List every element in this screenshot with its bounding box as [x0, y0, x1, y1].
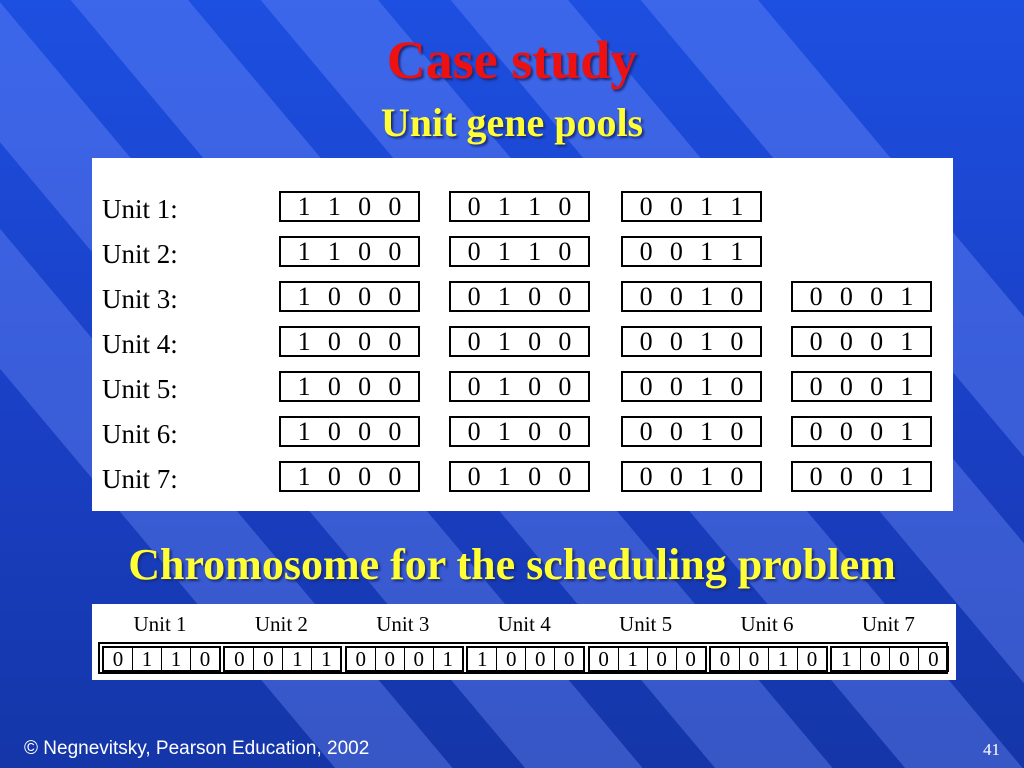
gene-box: [449, 191, 590, 222]
gene-bit: 0: [839, 371, 853, 401]
chromosome-gene: [345, 646, 464, 672]
gene-bit: 1: [497, 281, 511, 311]
gene-bit: 1: [497, 236, 511, 266]
chromosome-bit: 1: [832, 648, 861, 670]
gene-bit: 0: [870, 281, 884, 311]
gene-box: [621, 191, 762, 222]
gene-bit: 0: [467, 326, 481, 356]
gene-bit: 0: [358, 461, 372, 491]
gene-bit: 1: [700, 281, 714, 311]
gene-bit: 0: [358, 281, 372, 311]
gene-bit: 0: [528, 326, 542, 356]
gene-bit: 0: [327, 371, 341, 401]
gene-bit: 1: [297, 416, 311, 446]
gene-bit: 0: [730, 416, 744, 446]
gene-bit: 0: [467, 191, 481, 221]
chromosome-bit: 0: [590, 648, 619, 670]
gene-bit: 0: [528, 371, 542, 401]
copyright-footer: © Negnevitsky, Pearson Education, 2002: [24, 738, 370, 759]
chromosome-bit: 1: [442, 647, 454, 671]
chromosome-bit: 0: [526, 648, 555, 670]
gene-bit: 1: [528, 191, 542, 221]
gene-bit: 0: [809, 461, 823, 491]
chromosome-unit-header: Unit 4: [497, 612, 551, 636]
gene-box: [449, 461, 590, 492]
gene-bit: 0: [870, 371, 884, 401]
gene-bit: 0: [669, 191, 683, 221]
slide-subtitle: Unit gene pools: [380, 100, 644, 145]
chromosome-bit: 1: [468, 648, 497, 670]
gene-bit: 1: [700, 371, 714, 401]
gene-bit: 1: [730, 236, 744, 266]
chromosome-panel: [92, 604, 956, 680]
chromosome-bit: 0: [563, 647, 575, 671]
chromosome-bit: 1: [283, 648, 312, 670]
chromosome-bit: 1: [769, 648, 798, 670]
gene-bit: 0: [839, 461, 853, 491]
chromosome-bit: 1: [162, 648, 191, 670]
gene-bit: 1: [528, 236, 542, 266]
gene-bit: 1: [327, 236, 341, 266]
gene-bit: 1: [700, 326, 714, 356]
gene-bit: 0: [358, 191, 372, 221]
page-number: 41: [983, 740, 1000, 759]
gene-box: [279, 281, 420, 312]
chromosome-strip: [98, 642, 948, 674]
gene-bit: 0: [558, 371, 572, 401]
gene-bit: 0: [669, 371, 683, 401]
gene-box: [791, 416, 932, 447]
gene-box: [449, 371, 590, 402]
chromosome-bit: 0: [711, 648, 740, 670]
chromosome-gene: [102, 646, 221, 672]
chromosome-gene: [588, 646, 707, 672]
gene-bit: 1: [497, 371, 511, 401]
unit-label: Unit 1:: [102, 194, 178, 224]
gene-bit: 0: [388, 461, 402, 491]
gene-bit: 0: [327, 281, 341, 311]
gene-bit: 0: [327, 461, 341, 491]
gene-bit: 0: [358, 416, 372, 446]
gene-bit: 0: [388, 416, 402, 446]
gene-bit: 0: [528, 461, 542, 491]
gene-bit: 1: [900, 416, 914, 446]
gene-bit: 0: [558, 191, 572, 221]
gene-bit: 0: [558, 236, 572, 266]
gene-box: [791, 371, 932, 402]
gene-bit: 0: [839, 416, 853, 446]
chromosome-unit-header: Unit 6: [740, 612, 794, 636]
chromosome-bit: 0: [254, 648, 283, 670]
slide-title: Case study: [386, 30, 638, 90]
gene-bit: 0: [358, 371, 372, 401]
chromosome-unit-header: Unit 2: [254, 612, 308, 636]
gene-bit: 0: [730, 326, 744, 356]
gene-bit: 1: [700, 236, 714, 266]
chromosome-bit: 0: [928, 647, 939, 671]
gene-bit: 0: [669, 236, 683, 266]
gene-box: [449, 281, 590, 312]
gene-box: [791, 326, 932, 357]
gene-bit: 0: [558, 461, 572, 491]
gene-bit: 0: [669, 326, 683, 356]
gene-bit: 1: [700, 416, 714, 446]
gene-bit: 0: [388, 326, 402, 356]
gene-box: [279, 416, 420, 447]
gene-bit: 1: [297, 371, 311, 401]
gene-bit: 0: [528, 416, 542, 446]
gene-box: [279, 461, 420, 492]
chromosome-bit: 0: [648, 648, 677, 670]
gene-bit: 0: [467, 416, 481, 446]
gene-bit: 0: [669, 461, 683, 491]
chromosome-bit: 0: [806, 647, 818, 671]
unit-label: Unit 7:: [102, 464, 178, 494]
gene-bit: 0: [558, 416, 572, 446]
gene-box: [279, 326, 420, 357]
gene-box: [279, 371, 420, 402]
chromosome-unit-header: Unit 7: [861, 612, 915, 636]
chromosome-gene: [709, 646, 828, 672]
chromosome-bit: 0: [199, 647, 211, 671]
gene-bit: 0: [669, 416, 683, 446]
gene-bit: 0: [467, 236, 481, 266]
chromosome-bit: 0: [861, 648, 890, 670]
gene-bit: 1: [900, 326, 914, 356]
gene-bit: 1: [497, 461, 511, 491]
gene-box: [621, 281, 762, 312]
chromosome-bit: 0: [225, 648, 254, 670]
gene-bit: 0: [358, 326, 372, 356]
gene-bit: 1: [497, 191, 511, 221]
gene-box: [621, 461, 762, 492]
gene-bit: 0: [639, 326, 653, 356]
gene-bit: 0: [639, 371, 653, 401]
gene-bit: 0: [730, 281, 744, 311]
gene-box: [279, 236, 420, 267]
gene-bit: 0: [639, 461, 653, 491]
gene-bit: 0: [639, 191, 653, 221]
gene-bit: 1: [497, 416, 511, 446]
gene-bit: 1: [900, 281, 914, 311]
gene-bit: 0: [388, 281, 402, 311]
unit-label: Unit 5:: [102, 374, 178, 404]
gene-bit: 0: [870, 461, 884, 491]
chromosome-bit: 0: [740, 648, 769, 670]
chromosome-bit: 1: [133, 648, 162, 670]
gene-bit: 0: [388, 371, 402, 401]
chromosome-bit: 0: [890, 648, 919, 670]
gene-bit: 1: [497, 326, 511, 356]
gene-bit: 0: [639, 416, 653, 446]
gene-bit: 0: [870, 416, 884, 446]
gene-bit: 0: [358, 236, 372, 266]
chromosome-bit: 1: [619, 648, 648, 670]
gene-bit: 1: [297, 191, 311, 221]
gene-bit: 1: [297, 461, 311, 491]
chromosome-bit: 1: [321, 647, 332, 671]
gene-bit: 0: [558, 326, 572, 356]
chromosome-gene: [223, 646, 342, 672]
gene-bit: 0: [388, 191, 402, 221]
unit-label: Unit 3:: [102, 284, 178, 314]
gene-bit: 0: [639, 281, 653, 311]
gene-box: [449, 416, 590, 447]
gene-bit: 1: [297, 236, 311, 266]
gene-bit: 0: [669, 281, 683, 311]
chromosome-gene: [830, 646, 949, 672]
gene-bit: 0: [809, 371, 823, 401]
gene-bit: 1: [700, 191, 714, 221]
chromosome-bit: 0: [104, 648, 133, 670]
unit-label: Unit 2:: [102, 239, 178, 269]
unit-label: Unit 6:: [102, 419, 178, 449]
chromosome-bit: 0: [497, 648, 526, 670]
gene-bit: 1: [900, 371, 914, 401]
gene-bit: 1: [327, 191, 341, 221]
gene-bit: 0: [639, 236, 653, 266]
gene-bit: 0: [327, 326, 341, 356]
gene-box: [621, 416, 762, 447]
chromosome-bit: 0: [685, 647, 696, 671]
gene-box: [621, 236, 762, 267]
chromosome-heading: Chromosome for the scheduling problem: [128, 540, 896, 589]
gene-box: [621, 326, 762, 357]
gene-bit: 1: [900, 461, 914, 491]
gene-box: [621, 371, 762, 402]
chromosome-gene: [466, 646, 585, 672]
gene-bit: 0: [730, 461, 744, 491]
gene-bit: 0: [809, 281, 823, 311]
gene-bit: 0: [467, 281, 481, 311]
chromosome-bit: 0: [376, 648, 405, 670]
gene-bit: 0: [558, 281, 572, 311]
gene-box: [791, 461, 932, 492]
gene-box: [791, 281, 932, 312]
gene-bit: 0: [388, 236, 402, 266]
gene-bit: 0: [809, 416, 823, 446]
gene-bit: 1: [297, 326, 311, 356]
gene-bit: 0: [870, 326, 884, 356]
gene-pools-panel: [92, 158, 953, 511]
gene-bit: 0: [809, 326, 823, 356]
chromosome-bit: 0: [347, 648, 376, 670]
gene-bit: 0: [839, 281, 853, 311]
gene-box: [449, 326, 590, 357]
gene-box: [449, 236, 590, 267]
chromosome-unit-header: Unit 1: [133, 612, 187, 636]
gene-bit: 0: [467, 461, 481, 491]
chromosome-bit: 0: [405, 648, 434, 670]
gene-bit: 0: [839, 326, 853, 356]
gene-bit: 0: [327, 416, 341, 446]
gene-bit: 1: [700, 461, 714, 491]
gene-bit: 0: [467, 371, 481, 401]
chromosome-unit-header: Unit 3: [376, 612, 430, 636]
unit-label: Unit 4:: [102, 329, 178, 359]
gene-bit: 0: [730, 371, 744, 401]
gene-box: [279, 191, 420, 222]
gene-bit: 0: [528, 281, 542, 311]
gene-bit: 1: [297, 281, 311, 311]
gene-bit: 1: [730, 191, 744, 221]
chromosome-unit-header: Unit 5: [619, 612, 673, 636]
